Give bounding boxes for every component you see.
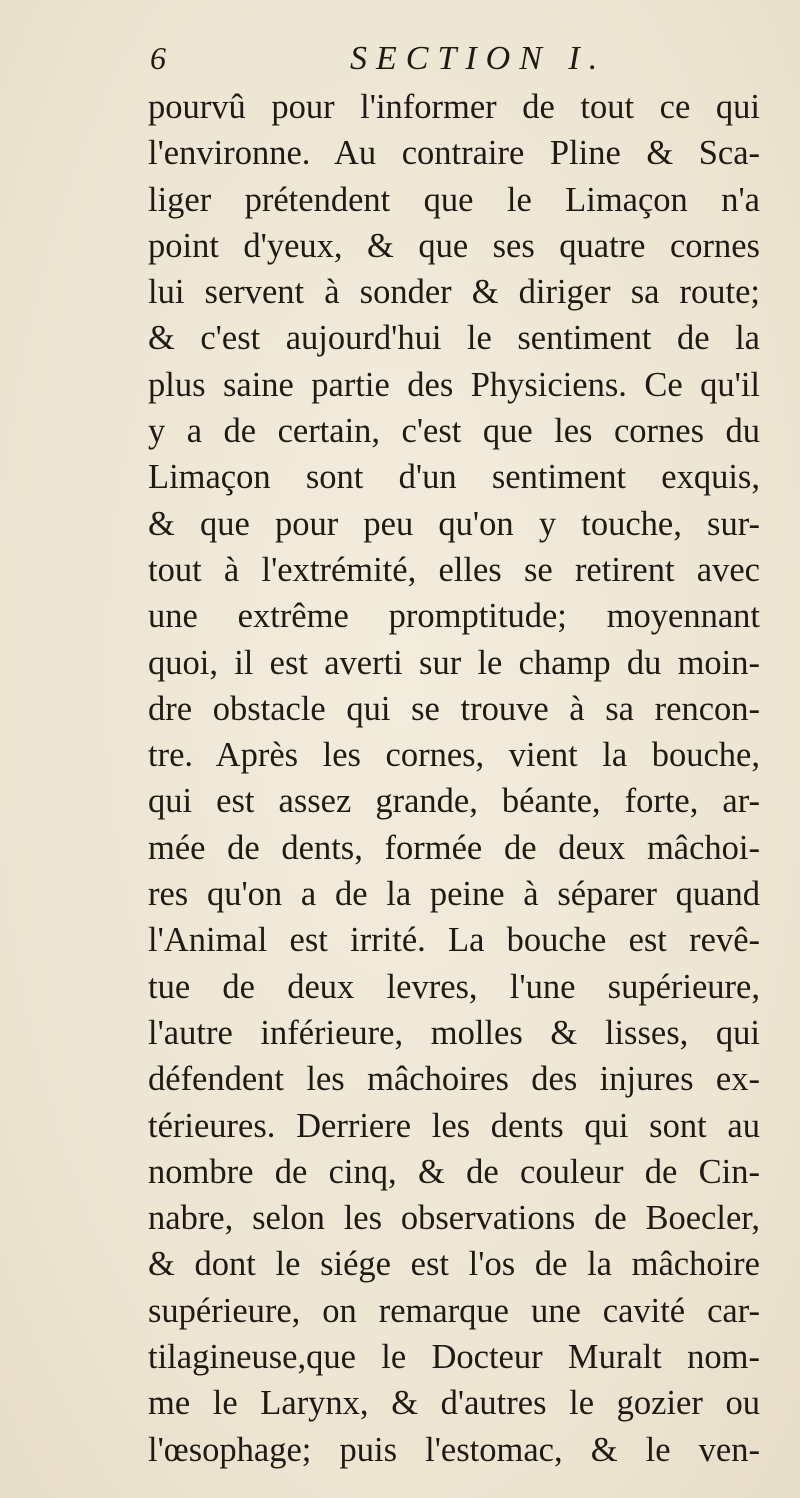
text-line: nombre de cinq, & de couleur de Cin-: [148, 1152, 760, 1191]
text-line: liger prétendent que le Limaçon n'a: [148, 180, 760, 219]
text-line: mée de dents, formée de deux mâchoi-: [148, 828, 760, 867]
body-text: [148, 84, 760, 1473]
text-line: y a de certain, c'est que les cornes du: [148, 412, 760, 451]
text-line: dre obstacle qui se trouve à sa rencon-: [148, 689, 760, 728]
text-line: nabre, selon les observations de Boecler,: [148, 1199, 760, 1238]
text-line: tue de deux levres, l'une supérieure,: [148, 967, 760, 1006]
text-line: qui est assez grande, béante, forte, ar-: [148, 782, 760, 821]
text-line: quoi, il est averti sur le champ du moin-: [148, 643, 760, 682]
page-header: [150, 40, 750, 90]
text-line: & c'est aujourd'hui le sentiment de la: [148, 319, 760, 358]
page-number: 6: [150, 40, 166, 76]
text-line: & dont le siége est l'os de la mâchoire: [148, 1245, 760, 1284]
text-line: l'œsophage; puis l'estomac, & le ven-: [148, 1430, 760, 1469]
text-line: me le Larynx, & d'autres le gozier ou: [148, 1384, 760, 1423]
text-line: Limaçon sont d'un sentiment exquis,: [148, 458, 760, 497]
text-line: térieures. Derriere les dents qui sont au: [148, 1106, 760, 1145]
text-line: l'autre inférieure, molles & lisses, qui: [148, 1013, 760, 1052]
text-line: tre. Après les cornes, vient la bouche,: [148, 736, 760, 775]
text-line: tilagineuse,que le Docteur Muralt nom-: [148, 1338, 760, 1377]
text-line: & que pour peu qu'on y touche, sur-: [148, 504, 760, 543]
text-line: supérieure, on remarque une cavité car-: [148, 1291, 760, 1330]
text-line: res qu'on a de la peine à séparer quand: [148, 875, 760, 914]
text-line: défendent les mâchoires des injures ex-: [148, 1060, 760, 1099]
text-line: une extrême promptitude; moyennant: [148, 597, 760, 636]
text-line: lui servent à sonder & diriger sa route;: [148, 273, 760, 312]
text-line: tout à l'extrémité, elles se retirent avec: [148, 550, 760, 589]
text-line: l'environne. Au contraire Pline & Sca-: [148, 134, 760, 173]
text-line: plus saine partie des Physiciens. Ce qu'il: [148, 365, 760, 404]
running-head: SECTION I.: [350, 40, 607, 77]
text-line: point d'yeux, & que ses quatre cornes: [148, 226, 760, 265]
text-line: l'Animal est irrité. La bouche est revê-: [148, 921, 760, 960]
text-line: pourvû pour l'informer de tout ce qui: [148, 88, 760, 126]
